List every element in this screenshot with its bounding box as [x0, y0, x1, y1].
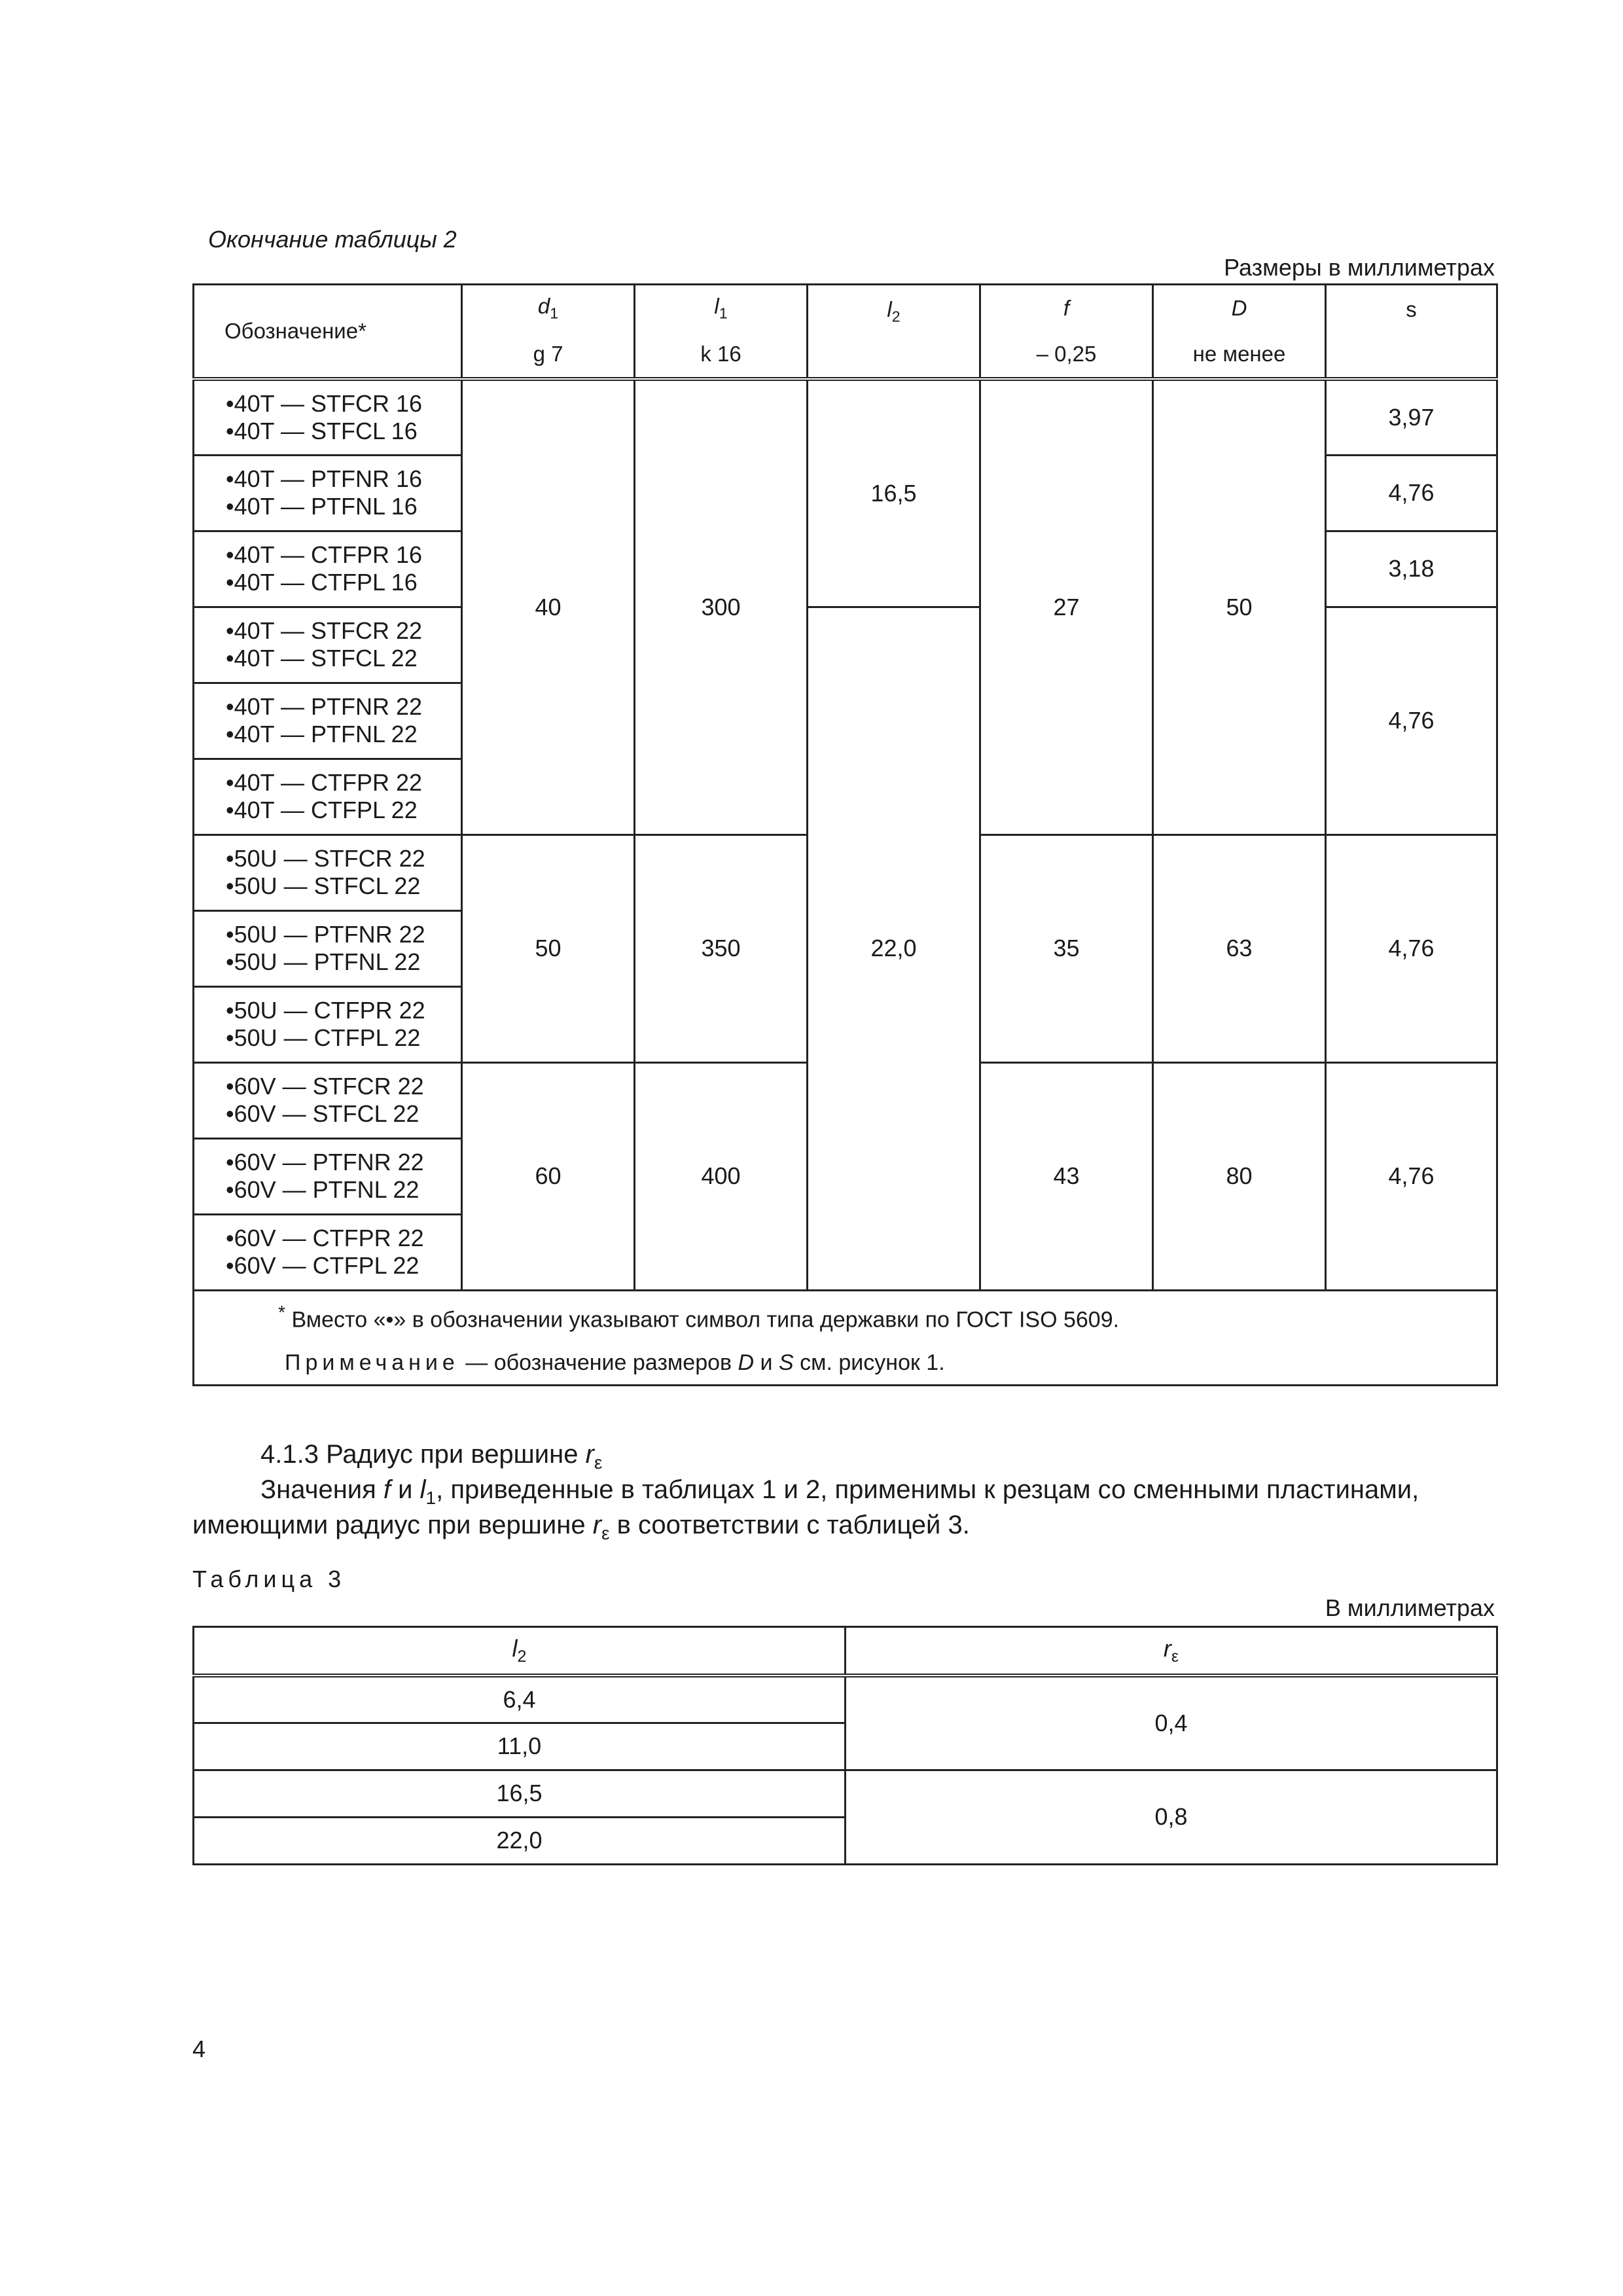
table2-units: Размеры в миллиметрах: [1224, 254, 1495, 281]
s-4-76-group: 4,76: [1326, 607, 1497, 834]
f-35: 35: [980, 834, 1153, 1062]
table3: [192, 1626, 1498, 1865]
table3-units: В миллиметрах: [1325, 1594, 1495, 1621]
D-50: 50: [1153, 379, 1326, 834]
header-l1: $l_1$: [635, 285, 808, 332]
header-l1-tol: k 16: [635, 331, 808, 379]
designation-cell: •50U — PTFNR 22 •50U — PTFNL 22: [194, 910, 462, 986]
t3-r-cell: 0,4: [846, 1676, 1497, 1770]
designation-cell: •60V — PTFNR 22 •60V — PTFNL 22: [194, 1138, 462, 1214]
section-paragraph-line2: имеющими радиус при вершине $r_\varepsilon$ в соответствии с таблицей 3.: [192, 1511, 970, 1543]
D-80: 80: [1153, 1062, 1326, 1290]
t3-l2-cell: 16,5: [194, 1770, 846, 1817]
l1-350: 350: [635, 834, 808, 1062]
header-d1: $d_1$: [462, 285, 635, 332]
table2-footnote: [194, 1290, 1497, 1385]
s-3-18: 3,18: [1326, 531, 1497, 607]
s-50-group: 4,76: [1326, 834, 1497, 1062]
f-27: 27: [980, 379, 1153, 834]
section-heading: 4.1.3 Радиус при вершине $r_\varepsilon$: [260, 1440, 603, 1473]
footnote-line: * Вместо «•» в обозначении указывают символ типа державки по ГОСТ ISO 5609.: [278, 1302, 1120, 1332]
d1-50: 50: [462, 834, 635, 1062]
s-60-group: 4,76: [1326, 1062, 1497, 1290]
s-3-97: 3,97: [1326, 379, 1497, 455]
header-designation: Обозначение*: [194, 285, 462, 380]
D-63: 63: [1153, 834, 1326, 1062]
header-f: f: [980, 285, 1153, 332]
t3-l2-cell: 11,0: [194, 1723, 846, 1770]
header-s: s: [1326, 285, 1497, 380]
page-number: 4: [192, 2036, 206, 2062]
d1-60: 60: [462, 1062, 635, 1290]
l1-400: 400: [635, 1062, 808, 1290]
designation-cell: •40T — STFCR 22 •40T — STFCL 22: [194, 607, 462, 683]
designation-cell: •40T — CTFPR 16 •40T — CTFPL 16: [194, 531, 462, 607]
t3-l2-cell: 6,4: [194, 1676, 846, 1723]
designation-cell: •60V — CTFPR 22 •60V — CTFPL 22: [194, 1214, 462, 1290]
table2: [192, 283, 1498, 1386]
d1-40: 40: [462, 379, 635, 834]
t3-header-r: $r_\varepsilon$: [846, 1627, 1497, 1676]
header-f-tol: – 0,25: [980, 331, 1153, 379]
header-l2: $l_2$: [808, 285, 980, 380]
t3-header-l2: $l_2$: [194, 1627, 846, 1676]
section-paragraph-line1: Значения f и $l_1$, приведенные в таблицах 1 и 2, применимы к резцам со сменными пластинами,: [260, 1475, 1419, 1508]
designation-cell: •60V — STFCR 22 •60V — STFCL 22: [194, 1062, 462, 1138]
table3-caption: Таблица 3: [192, 1566, 346, 1592]
designation-cell: •40T — PTFNR 22 •40T — PTFNL 22: [194, 683, 462, 759]
designation-cell: •40T — CTFPR 22 •40T — CTFPL 22: [194, 759, 462, 834]
designation-cell: •50U — CTFPR 22 •50U — CTFPL 22: [194, 986, 462, 1062]
header-D: D: [1153, 285, 1326, 332]
l2-22-0: 22,0: [808, 607, 980, 1290]
designation-cell: •40T — STFCR 16 •40T — STFCL 16: [194, 379, 462, 455]
designation-cell: •50U — STFCR 22 •50U — STFCL 22: [194, 834, 462, 910]
s-4-76: 4,76: [1326, 455, 1497, 531]
f-43: 43: [980, 1062, 1153, 1290]
header-D-tol: не менее: [1153, 331, 1326, 379]
l1-300: 300: [635, 379, 808, 834]
t3-l2-cell: 22,0: [194, 1817, 846, 1864]
header-d1-tol: g 7: [462, 331, 635, 379]
designation-cell: •40T — PTFNR 16 •40T — PTFNL 16: [194, 455, 462, 531]
table2-caption: Окончание таблицы 2: [208, 226, 457, 253]
note-line: Примечание — обозначение размеров D и S см. рисунок 1.: [285, 1350, 945, 1375]
t3-r-cell: 0,8: [846, 1770, 1497, 1864]
l2-16-5: 16,5: [808, 379, 980, 607]
